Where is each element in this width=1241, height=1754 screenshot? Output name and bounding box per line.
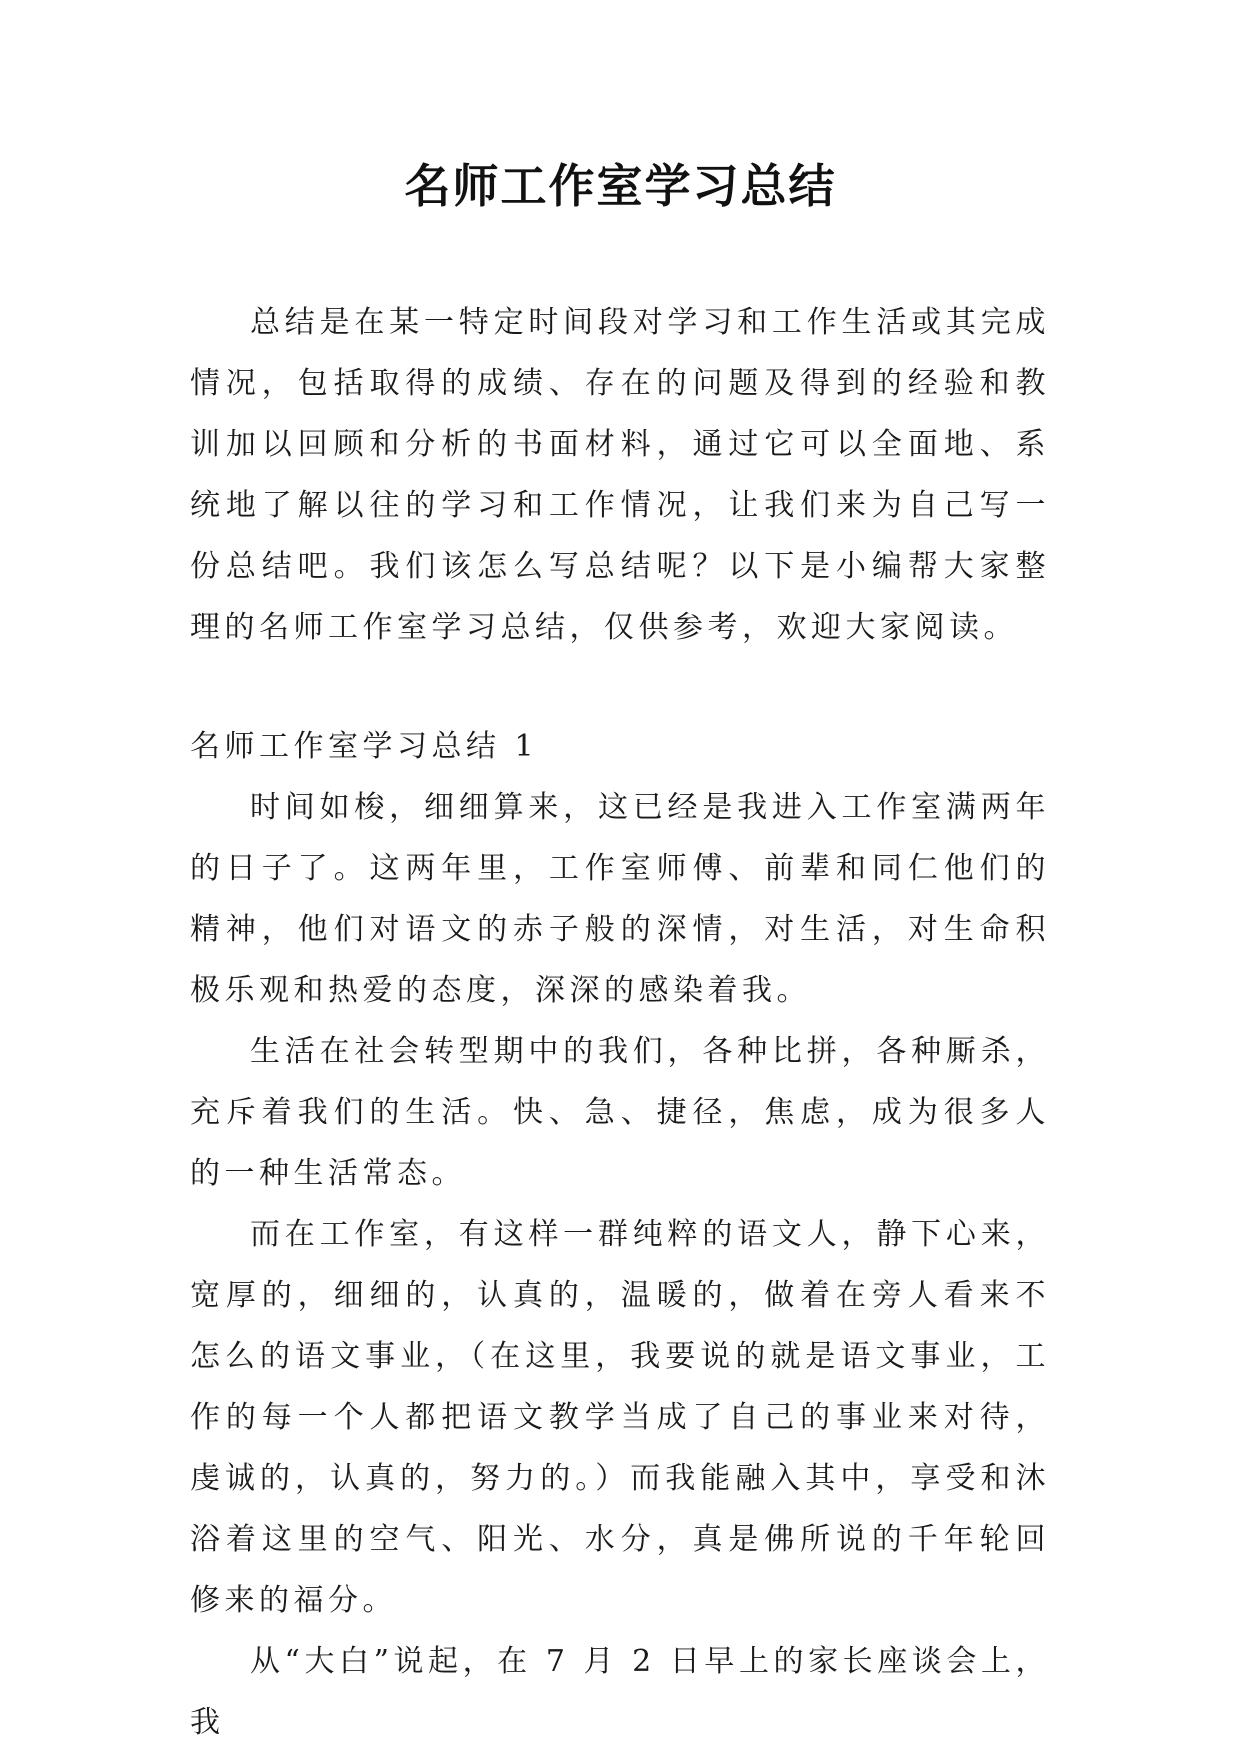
body-paragraph: 时间如梭，细细算来，这已经是我进入工作室满两年的日子了。这两年里，工作室师傅、前辈和同仁他们的精神，他们对语文的赤子般的深情，对生活，对生命积极乐观和热爱的态度，深深的感染着我。 xyxy=(190,790,1050,1008)
body-paragraph: 生活在社会转型期中的我们，各种比拼，各种厮杀，充斥着我们的生活。快、急、捷径，焦虑，成为很多人的一种生活常态。 xyxy=(190,1034,1050,1191)
section-heading: 名师工作室学习总结 1 xyxy=(190,729,539,764)
document-body xyxy=(190,292,1050,1753)
document-title: 名师工作室学习总结 xyxy=(404,159,837,213)
body-paragraph: 而在工作室，有这样一群纯粹的语文人，静下心来，宽厚的，细细的，认真的，温暖的，做着在旁人看来不怎么的语文事业，（在这里，我要说的就是语文事业，工作的每一个人都把语文教学当成了自己的事业来对待，虔诚的，认真的，努力的。）而我能融入其中，享受和沐浴着这里的空气、阳光、水分，真是佛所说的千年轮回修来的福分。 xyxy=(190,1217,1050,1618)
body-paragraph: 从“大白”说起，在 7 月 2 日早上的家长座谈会上，我 xyxy=(190,1644,1050,1740)
intro-paragraph: 总结是在某一特定时间段对学习和工作生活或其完成情况，包括取得的成绩、存在的问题及得到的经验和教训加以回顾和分析的书面材料，通过它可以全面地、系统地了解以往的学习和工作情况，让我们来为自己写一份总结吧。我们该怎么写总结呢？以下是小编帮大家整理的名师工作室学习总结，仅供参考，欢迎大家阅读。 xyxy=(190,305,1050,645)
